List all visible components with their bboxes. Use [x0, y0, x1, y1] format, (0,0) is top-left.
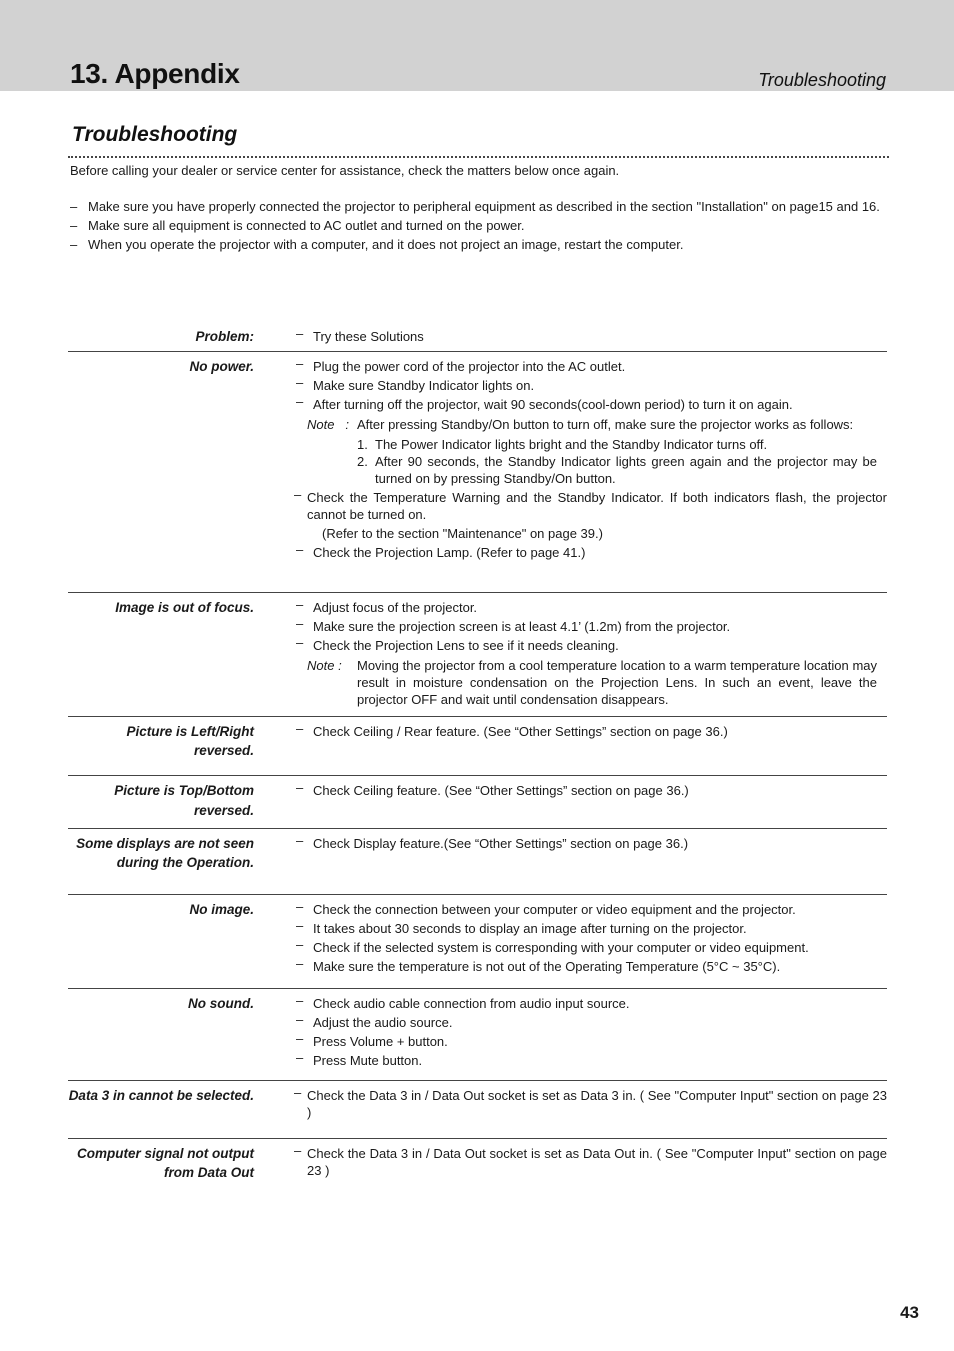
bullet-marker: – [296, 393, 304, 409]
solution-text: Check if the selected system is corresponding with your computer or video equipment. [313, 940, 809, 955]
solution-item [296, 920, 887, 937]
solution-item [296, 374, 887, 394]
solution-cell [292, 895, 887, 988]
solution-item [296, 355, 887, 375]
bullet-marker: – [296, 956, 304, 971]
solution-text: Check the connection between your computer or video equipment and the projector. [313, 902, 796, 917]
bullet-marker: – [294, 1142, 302, 1158]
solution-item [296, 958, 887, 975]
table-row [68, 1139, 887, 1189]
bullet-marker: – [296, 899, 304, 914]
note-separator: : [345, 416, 349, 432]
solution-text: Plug the power cord of the projector into the AC outlet. [313, 358, 626, 374]
table-row [68, 776, 887, 828]
bullet-marker: – [296, 720, 304, 736]
table-row [68, 989, 887, 1081]
problem-label: No sound. [188, 995, 254, 1011]
bullet-marker: – [294, 486, 302, 502]
table-row [68, 593, 887, 716]
solution-text: Check the Projection Lamp. (Refer to page 41.) [313, 544, 586, 560]
solution-text: Check Display feature.(See “Other Settings” section on page 36.) [313, 835, 689, 851]
solution-cell [292, 717, 887, 776]
solution-item [296, 1030, 887, 1050]
step-text: After 90 seconds, the Standby Indicator lights green again and the projector may be turned on by pressing Standby/On button. [375, 453, 877, 486]
problem-header: Problem: [195, 329, 254, 344]
page-number: 43 [900, 1303, 919, 1322]
bullet-marker: – [296, 326, 304, 341]
solution-text: Make sure the projection screen is at least 4.1’ (1.2m) from the projector. [313, 619, 731, 634]
solution-text: Check audio cable connection from audio input source. [313, 995, 630, 1011]
table-row [68, 352, 887, 593]
bullet-marker: – [294, 1085, 302, 1100]
solution-item [296, 1049, 887, 1069]
bullet-marker: – [296, 1049, 304, 1065]
solution-header-cell [292, 322, 887, 351]
dotted-divider [68, 156, 889, 158]
table-row [68, 1081, 887, 1138]
bullet-marker: – [296, 616, 304, 631]
step-number: 2. [357, 453, 368, 469]
bullet-marker: – [296, 1030, 304, 1046]
solution-cell [292, 593, 887, 716]
header-section-label: Troubleshooting [758, 70, 886, 90]
solution-item [296, 782, 887, 799]
solution-item [296, 618, 887, 635]
note-block [307, 416, 877, 487]
solution-text: Adjust the audio source. [313, 1014, 453, 1030]
solution-text: Adjust focus of the projector. [313, 600, 478, 615]
solution-item [296, 637, 887, 654]
step-text: The Power Indicator lights bright and the Standby Indicator turns off. [375, 436, 768, 452]
solution-item [294, 486, 887, 523]
reference-text: (Refer to the section "Maintenance" on page 39.) [322, 525, 603, 541]
solution-text: After turning off the projector, wait 90 seconds(cool-down period) to turn it on again. [313, 396, 793, 412]
bullet-marker: – [296, 1011, 304, 1027]
solution-header: Try these Solutions [313, 329, 424, 344]
solution-item [296, 541, 887, 561]
bullet-marker: – [296, 780, 304, 795]
solution-cell [292, 1139, 887, 1189]
note-text: After pressing Standby/On button to turn off, make sure the projector works as follows: [357, 416, 854, 432]
table-row [68, 717, 887, 776]
note-step [357, 453, 877, 487]
section-title: Troubleshooting [72, 123, 238, 146]
solution-text: Check Ceiling feature. (See “Other Settings” section on page 36.) [313, 783, 689, 798]
intro-bullet [70, 217, 885, 234]
bullet-marker: – [296, 635, 304, 650]
bullet-marker: – [296, 597, 304, 612]
solution-item [296, 393, 887, 413]
note-body [357, 416, 877, 487]
problem-label: No image. [189, 902, 254, 917]
troubleshooting-table [68, 322, 887, 1189]
bullet-marker: – [296, 374, 304, 390]
solution-text: Check the Projection Lens to see if it needs cleaning. [313, 638, 619, 653]
step-number: 1. [357, 436, 368, 452]
solution-item [296, 720, 887, 740]
solution-item [296, 832, 887, 852]
problem-label: No power. [189, 358, 254, 374]
bullet-marker: – [296, 918, 304, 933]
table-header-row [68, 322, 887, 351]
problem-label: Picture is Top/Bottom reversed. [114, 783, 254, 818]
solution-item [296, 1011, 887, 1031]
solution-cell [292, 1081, 887, 1138]
table-row [68, 895, 887, 988]
solution-cell [292, 829, 887, 895]
intro-bullet [70, 198, 885, 215]
dash-marker: – [70, 218, 78, 233]
intro-bullet [70, 236, 885, 253]
solution-item [296, 939, 887, 956]
solution-cell [292, 989, 887, 1081]
solution-text: Check the Data 3 in / Data Out socket is set as Data Out in. ( See "Computer Input" section on page 23 ) [307, 1145, 887, 1178]
solution-item [294, 1142, 887, 1179]
intro-checklist [70, 198, 885, 253]
solution-item [296, 901, 887, 918]
problem-label: Some displays are not seen during the Operation. [76, 835, 254, 870]
solution-item [296, 599, 887, 616]
solution-item [294, 1087, 887, 1121]
intro-lead: Before calling your dealer or service center for assistance, check the matters below once again. [70, 163, 620, 178]
note-label: Note : [307, 658, 342, 673]
table-row [68, 829, 887, 895]
solution-cell [292, 776, 887, 828]
problem-label: Picture is Left/Right reversed. [126, 723, 254, 758]
chapter-title: 13. Appendix [70, 58, 240, 89]
solution-item [296, 992, 887, 1012]
note-label-text: Note [307, 416, 335, 432]
bullet-marker: – [296, 992, 304, 1008]
dash-marker: – [70, 237, 78, 252]
problem-label: Computer signal not output from Data Out [77, 1145, 254, 1180]
intro-bullet-text: Make sure all equipment is connected to AC outlet and turned on the power. [88, 218, 525, 233]
solution-text: Check Ceiling / Rear feature. (See “Other Settings” section on page 36.) [313, 723, 728, 739]
note-step [357, 436, 877, 453]
solution-text: Check the Temperature Warning and the Standby Indicator. If both indicators flash, the projector cannot be turned on. [307, 489, 887, 522]
solution-text: Check the Data 3 in / Data Out socket is set as Data 3 in. ( See "Computer Input" section on page 23 ) [307, 1088, 887, 1120]
solution-cell [292, 352, 887, 593]
intro-block [70, 162, 885, 255]
bullet-marker: – [296, 832, 304, 848]
bullet-marker: – [296, 937, 304, 952]
solution-text: Press Volume + button. [313, 1033, 448, 1049]
solution-text: Make sure the temperature is not out of the Operating Temperature (5°C ~ 35°C). [313, 959, 781, 974]
bullet-marker: – [296, 541, 304, 557]
problem-label: Image is out of focus. [115, 600, 254, 615]
note-text: Moving the projector from a cool temperature location to a warm temperature location may result in moisture condensation on the Projection Lens. In such an event, leave the projector OFF and wait until condensation disappears. [357, 658, 877, 707]
bullet-marker: – [296, 355, 304, 371]
note-label [307, 416, 357, 487]
solution-text: Press Mute button. [313, 1052, 423, 1068]
intro-bullet-text: Make sure you have properly connected the projector to peripheral equipment as described in the section "Installation" on page15 and 16. [88, 199, 880, 214]
problem-label: Data 3 in cannot be selected. [68, 1088, 254, 1103]
solution-text: Make sure Standby Indicator lights on. [313, 377, 535, 393]
solution-item [296, 328, 887, 345]
note-block [307, 657, 877, 708]
note-steps [357, 436, 877, 487]
solution-text: It takes about 30 seconds to display an image after turning on the projector. [313, 921, 747, 936]
dash-marker: – [70, 199, 78, 214]
intro-bullet-text: When you operate the projector with a computer, and it does not project an image, restart the computer. [88, 237, 684, 252]
